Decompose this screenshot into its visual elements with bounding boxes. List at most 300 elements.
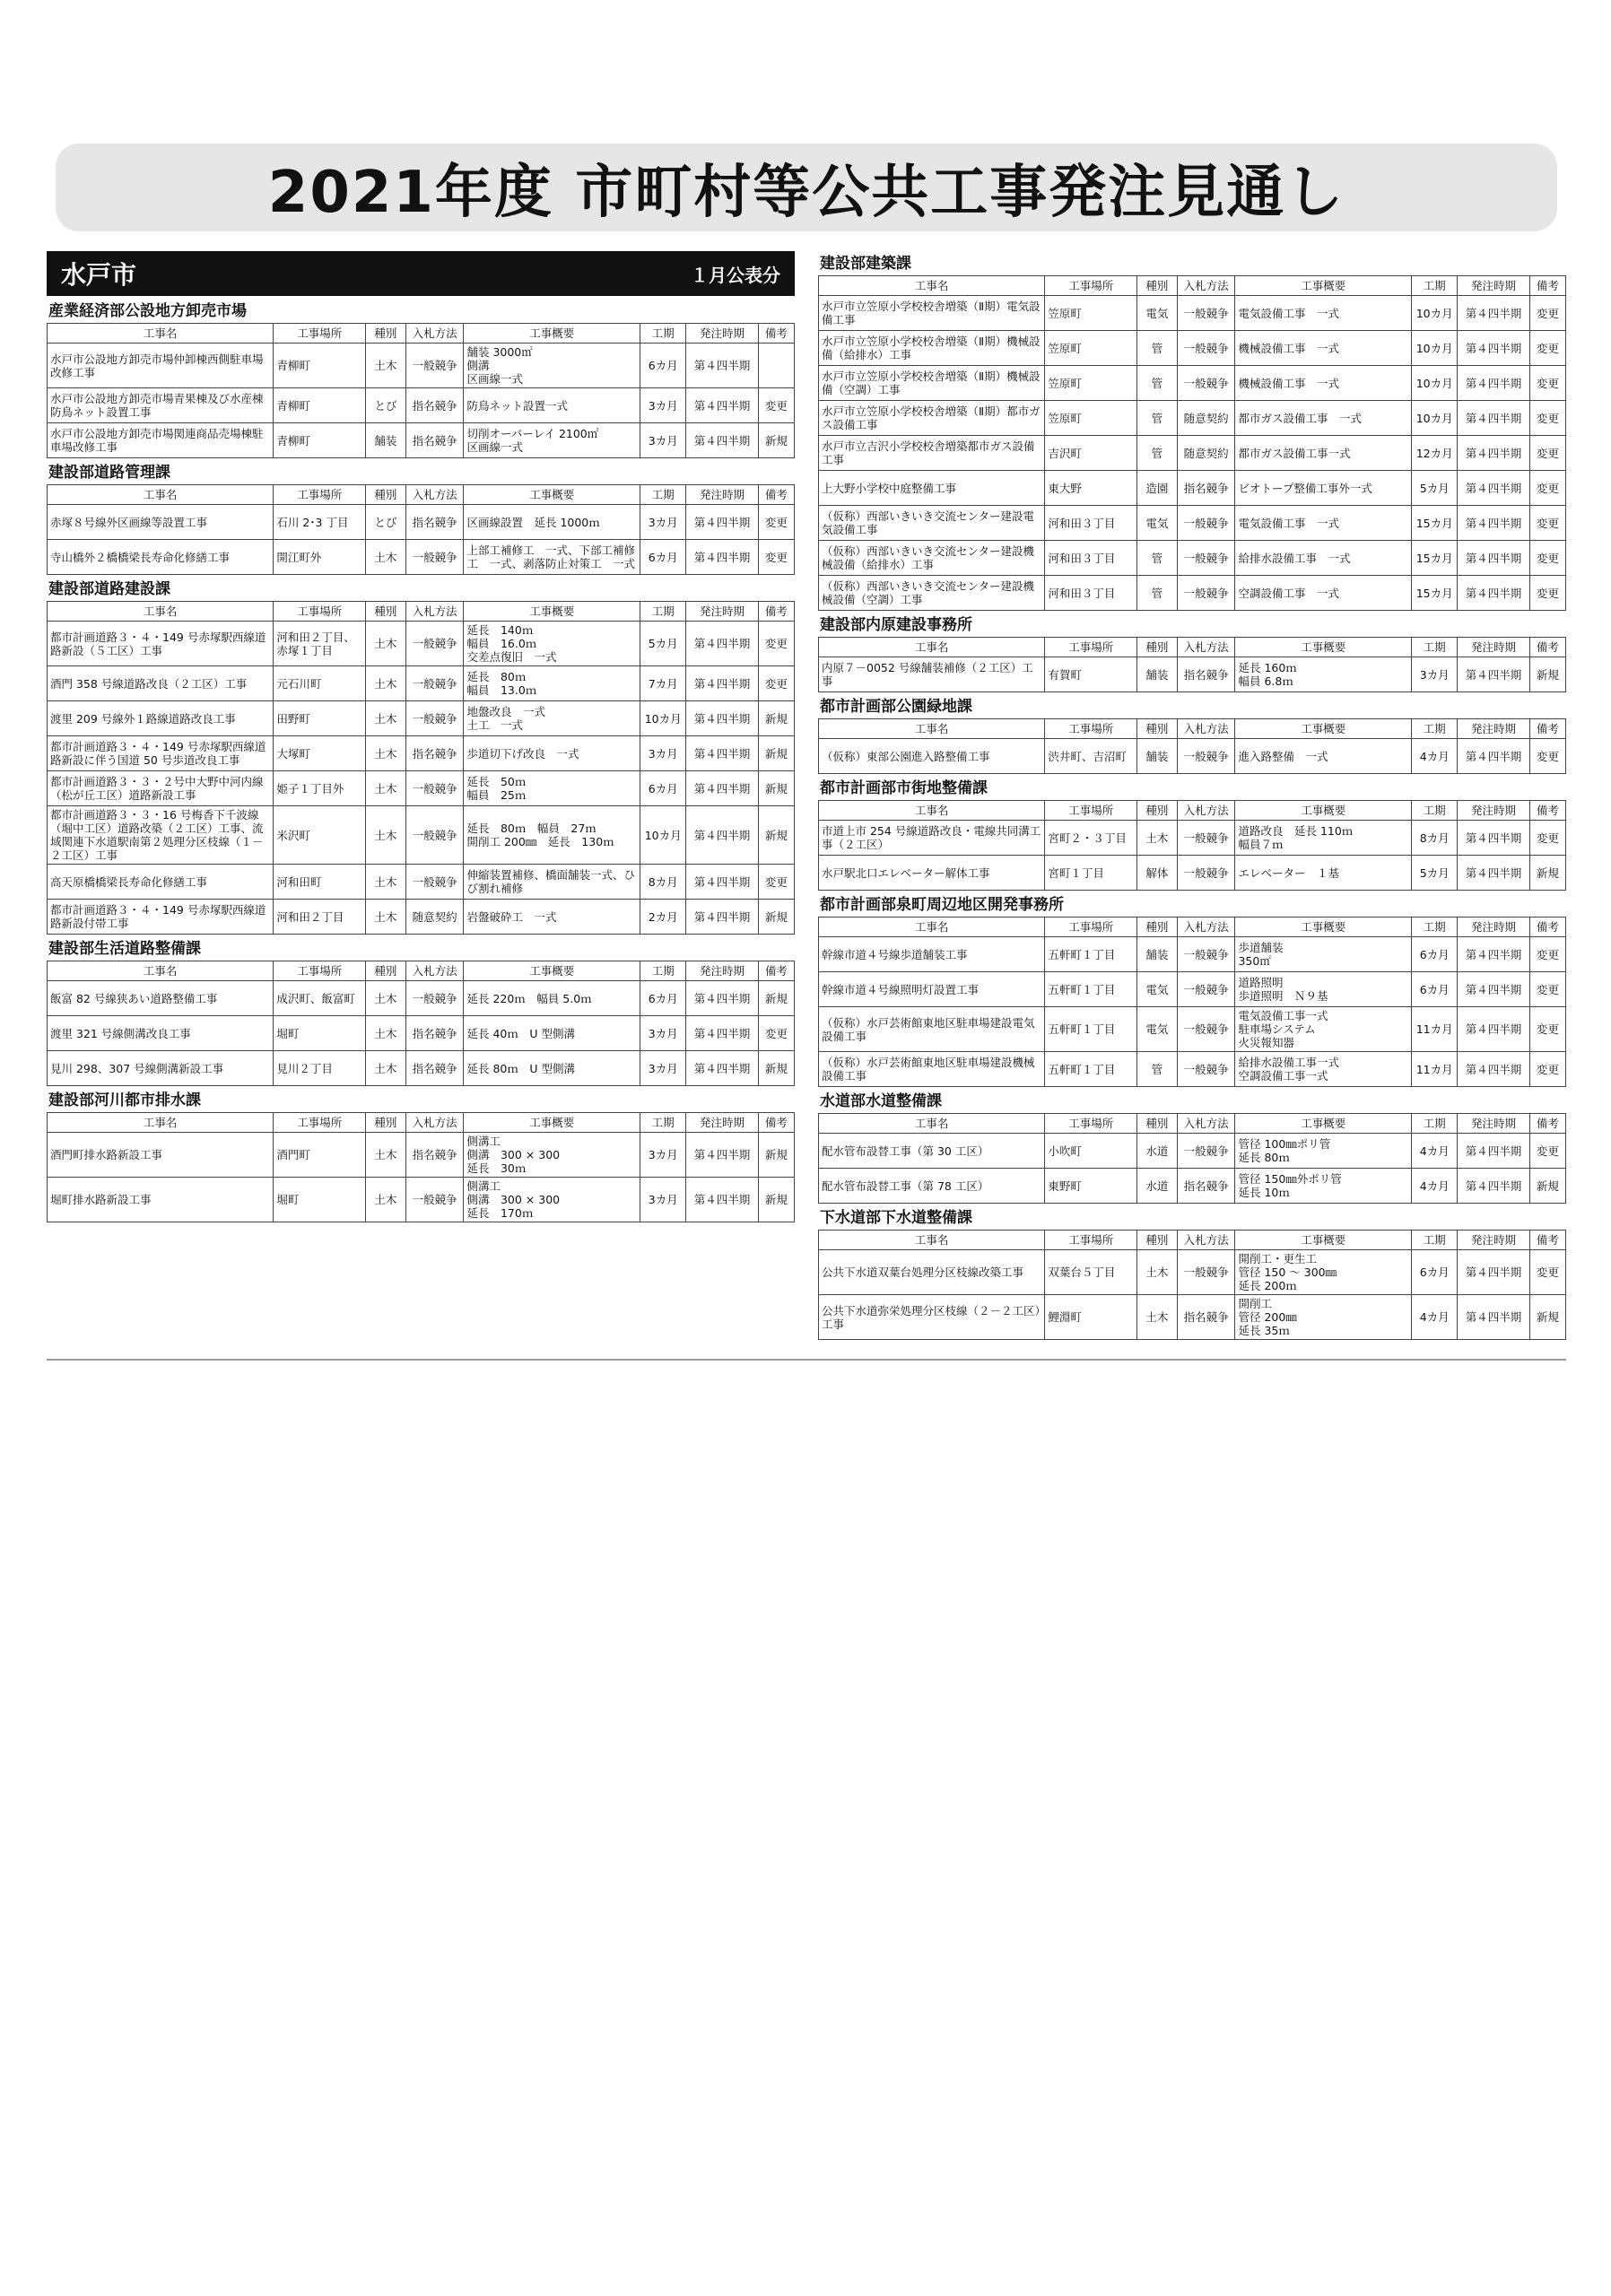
table-cell: 土木	[366, 540, 406, 575]
table-cell: 電気設備工事 一式	[1235, 506, 1412, 541]
table-row	[819, 1295, 1566, 1340]
table-cell: 3カ月	[640, 736, 685, 771]
table-cell: 管	[1137, 1052, 1178, 1087]
table-cell: 一般競争	[1177, 1052, 1235, 1087]
table-cell: 土木	[366, 1178, 406, 1222]
table-row	[819, 1250, 1566, 1295]
column-header: 備考	[1529, 1231, 1565, 1250]
table-row	[48, 666, 795, 701]
table-cell: 一般競争	[1177, 506, 1235, 541]
column-header: 工期	[640, 1113, 685, 1133]
table-cell: 公共下水道弥栄処理分区枝線（２－２工区）工事	[819, 1295, 1045, 1340]
table-cell: 水戸市立笠原小学校校舎増築（Ⅱ期）都市ガス設備工事	[819, 401, 1045, 436]
table-cell: 6カ月	[1411, 1250, 1457, 1295]
table-cell: 土木	[366, 736, 406, 771]
table-cell: 一般競争	[405, 666, 464, 701]
column-header: 工事名	[819, 1231, 1045, 1250]
table-cell: 大塚町	[274, 736, 366, 771]
table-row	[48, 344, 795, 388]
table-cell: 変更	[1529, 506, 1565, 541]
table-cell: 変更	[1529, 972, 1565, 1007]
table-cell: 4カ月	[1411, 1169, 1457, 1204]
table-header-row	[48, 324, 795, 344]
table-cell: 一般競争	[1177, 937, 1235, 972]
table-cell: 電気	[1137, 972, 1178, 1007]
page-title: 2021年度 市町村等公共工事発注見通し	[56, 144, 1557, 231]
table-row	[819, 576, 1566, 611]
table-cell: 一般競争	[1177, 331, 1235, 366]
column-header: 工事名	[819, 918, 1045, 937]
column-header: 種別	[1137, 719, 1178, 739]
section-title: 建設部道路建設課	[48, 580, 170, 598]
table-row	[819, 366, 1566, 401]
table-cell: 堀町	[274, 1016, 366, 1051]
table-cell: 新規	[1529, 856, 1565, 891]
table-cell: 配水管布設替工事（第 30 工区）	[819, 1134, 1045, 1169]
table-cell: 変更	[758, 540, 794, 575]
table-cell: 電気設備工事 一式	[1235, 296, 1412, 331]
table-row	[48, 806, 795, 865]
column-header: 種別	[366, 1113, 406, 1133]
table-cell: 幹線市道４号線照明灯設置工事	[819, 972, 1045, 1007]
table-cell: 機械設備工事 一式	[1235, 366, 1412, 401]
column-header: 備考	[758, 1113, 794, 1133]
table-cell: 田野町	[274, 701, 366, 736]
table-cell: 変更	[1529, 296, 1565, 331]
table-cell: 一般競争	[1177, 1007, 1235, 1052]
table-cell	[758, 344, 794, 388]
table-cell: 舗装 3000㎡ 側溝 区画線一式	[464, 344, 640, 388]
table-row	[819, 296, 1566, 331]
table-cell: 都市計画道路３・４・149 号赤塚駅西線道路新設付帯工事	[48, 900, 274, 935]
table-cell: 10カ月	[1411, 296, 1457, 331]
table-cell: 笠原町	[1045, 296, 1137, 331]
table-cell: 舗装	[1137, 657, 1178, 692]
works-table	[47, 484, 795, 575]
table-cell: 管	[1137, 541, 1178, 576]
column-header: 発注時期	[1458, 1231, 1529, 1250]
table-cell: 指名競争	[405, 1133, 464, 1178]
table-cell: 土木	[366, 1016, 406, 1051]
table-cell: 渡里 321 号線側溝改良工事	[48, 1016, 274, 1051]
table-cell: 10カ月	[1411, 401, 1457, 436]
column-header: 入札方法	[1177, 276, 1235, 296]
table-cell: 五軒町１丁目	[1045, 1052, 1137, 1087]
table-cell: 一般競争	[1177, 856, 1235, 891]
table-cell: 一般競争	[1177, 576, 1235, 611]
table-cell: 土木	[366, 806, 406, 865]
column-header: 発注時期	[686, 1113, 758, 1133]
table-cell: 一般競争	[1177, 1250, 1235, 1295]
table-cell: 随意契約	[1177, 401, 1235, 436]
column-header: 工期	[640, 324, 685, 344]
table-cell: 第４四半期	[1458, 1052, 1529, 1087]
works-table	[818, 917, 1566, 1087]
table-row	[48, 505, 795, 540]
table-row	[48, 1133, 795, 1178]
table-cell: 指名競争	[1177, 657, 1235, 692]
table-cell: 5カ月	[1411, 471, 1457, 506]
table-cell: 変更	[1529, 471, 1565, 506]
table-cell: 第４四半期	[686, 701, 758, 736]
column-header: 入札方法	[405, 324, 464, 344]
column-header: 入札方法	[1177, 719, 1235, 739]
table-cell: 土木	[366, 1133, 406, 1178]
table-cell: 都市ガス設備工事一式	[1235, 436, 1412, 471]
table-cell: 渡里 209 号線外１路線道路改良工事	[48, 701, 274, 736]
table-cell: 6カ月	[640, 771, 685, 806]
table-cell: 新規	[758, 736, 794, 771]
table-cell: 地盤改良 一式 土工 一式	[464, 701, 640, 736]
column-header: 工期	[1411, 719, 1457, 739]
works-table	[818, 718, 1566, 774]
table-cell: 3カ月	[640, 505, 685, 540]
table-cell: 電気設備工事一式 駐車場システム 火災報知器	[1235, 1007, 1412, 1052]
table-cell: 変更	[1529, 1250, 1565, 1295]
table-cell: 笠原町	[1045, 366, 1137, 401]
column-header: 種別	[1137, 638, 1178, 657]
table-cell: 一般競争	[1177, 821, 1235, 856]
table-cell: 第４四半期	[686, 1051, 758, 1086]
table-cell: 延長 80ｍ 幅員 27ｍ 開削工 200㎜ 延長 130ｍ	[464, 806, 640, 865]
table-cell: 電気	[1137, 1007, 1178, 1052]
table-cell: 8カ月	[1411, 821, 1457, 856]
table-cell: 一般競争	[1177, 541, 1235, 576]
table-cell: 変更	[758, 505, 794, 540]
table-cell: 11カ月	[1411, 1007, 1457, 1052]
table-cell: 東野町	[1045, 1169, 1137, 1204]
table-cell: 一般競争	[405, 1178, 464, 1222]
column-header: 発注時期	[1458, 1114, 1529, 1134]
table-cell: 随意契約	[405, 900, 464, 935]
table-cell: 伸縮装置補修、橋面舗装一式、ひび割れ補修	[464, 865, 640, 900]
table-cell: 第４四半期	[1458, 296, 1529, 331]
table-cell: 防鳥ネット設置一式	[464, 388, 640, 423]
table-cell: 河和田３丁目	[1045, 576, 1137, 611]
table-row	[819, 506, 1566, 541]
section-title: 建設部内原建設事務所	[820, 616, 972, 634]
section-title: 産業経済部公設地方卸売市場	[48, 302, 247, 320]
table-cell: 変更	[758, 388, 794, 423]
table-cell: 区画線設置 延長 1000ｍ	[464, 505, 640, 540]
column-header: 備考	[1529, 719, 1565, 739]
table-cell: （仮称）西部いきいき交流センター建設機械設備（空調）工事	[819, 576, 1045, 611]
column-header: 工期	[1411, 1231, 1457, 1250]
table-cell: 都市ガス設備工事 一式	[1235, 401, 1412, 436]
table-cell: 変更	[1529, 401, 1565, 436]
table-row	[48, 1016, 795, 1051]
table-cell: 酒門町排水路新設工事	[48, 1133, 274, 1178]
section-title: 建設部生活道路整備課	[48, 940, 201, 958]
column-header: 工事場所	[274, 485, 366, 505]
table-cell: 3カ月	[640, 1051, 685, 1086]
table-cell: 変更	[1529, 331, 1565, 366]
column-header: 工事概要	[464, 961, 640, 981]
table-cell: 上大野小学校中庭整備工事	[819, 471, 1045, 506]
table-cell: 舗装	[366, 423, 406, 458]
table-cell: 土木	[1137, 1250, 1178, 1295]
table-cell: 幹線市道４号線歩道舗装工事	[819, 937, 1045, 972]
table-cell: 進入路整備 一式	[1235, 739, 1412, 774]
table-cell: 10カ月	[640, 806, 685, 865]
section-title: 下水道部下水道整備課	[820, 1209, 972, 1227]
column-header: 備考	[758, 324, 794, 344]
table-row	[48, 736, 795, 771]
table-cell: 第４四半期	[686, 771, 758, 806]
table-cell: 飯富 82 号線狭あい道路整備工事	[48, 981, 274, 1016]
table-cell: 第４四半期	[686, 1133, 758, 1178]
table-cell: 高天原橋橋梁長寿命化修繕工事	[48, 865, 274, 900]
table-cell: 河和田町	[274, 865, 366, 900]
table-cell: 笠原町	[1045, 331, 1137, 366]
table-cell: 管	[1137, 331, 1178, 366]
table-cell: 延長 220ｍ 幅員 5.0ｍ	[464, 981, 640, 1016]
table-cell: 第４四半期	[686, 622, 758, 666]
table-cell: 赤塚８号線外区画線等設置工事	[48, 505, 274, 540]
column-header: 工事場所	[1045, 276, 1137, 296]
table-cell: 側溝工 側溝 300 × 300 延長 170ｍ	[464, 1178, 640, 1222]
table-cell: 一般競争	[405, 865, 464, 900]
table-cell: 小吹町	[1045, 1134, 1137, 1169]
table-cell: 土木	[366, 344, 406, 388]
table-header-row	[819, 638, 1566, 657]
table-cell: 延長 50ｍ 幅員 25ｍ	[464, 771, 640, 806]
table-cell: 第４四半期	[686, 1016, 758, 1051]
section-title: 建設部建築課	[820, 255, 911, 273]
column-header: 種別	[1137, 276, 1178, 296]
table-cell: 一般競争	[405, 701, 464, 736]
table-cell: 新規	[758, 771, 794, 806]
column-header: 工事概要	[464, 602, 640, 622]
table-row	[819, 1007, 1566, 1052]
table-cell: 第４四半期	[1458, 1007, 1529, 1052]
table-row	[48, 1051, 795, 1086]
table-cell: 変更	[1529, 821, 1565, 856]
table-cell: 変更	[758, 666, 794, 701]
column-header: 発注時期	[1458, 719, 1529, 739]
table-row	[819, 856, 1566, 891]
table-cell: 水戸市公設地方卸売市場仲卸棟西側駐車場改修工事	[48, 344, 274, 388]
table-cell: 第４四半期	[686, 1178, 758, 1222]
city-name: 水戸市	[61, 260, 137, 290]
table-cell: 開江町外	[274, 540, 366, 575]
table-cell: 随意契約	[1177, 436, 1235, 471]
column-header: 入札方法	[405, 961, 464, 981]
column-header: 入札方法	[1177, 638, 1235, 657]
table-cell: 水戸駅北口エレベーター解体工事	[819, 856, 1045, 891]
column-header: 工事場所	[1045, 801, 1137, 821]
table-cell: 道路照明 歩道照明 Ｎ９基	[1235, 972, 1412, 1007]
table-cell: 都市計画道路３・３・16 号梅香下千波線（堀中工区）道路改築（２工区）工事、流域関連下水道駅南第２処理分区枝線（１－２工区）工事	[48, 806, 274, 865]
table-cell: エレベーター １基	[1235, 856, 1412, 891]
works-table	[47, 323, 795, 458]
column-header: 工事場所	[274, 961, 366, 981]
column-header: 工事場所	[1045, 1231, 1137, 1250]
column-header: 工事場所	[1045, 638, 1137, 657]
table-cell: 延長 140ｍ 幅員 16.0ｍ 交差点復旧 一式	[464, 622, 640, 666]
table-cell: 変更	[758, 622, 794, 666]
table-cell: 吉沢町	[1045, 436, 1137, 471]
column-header: 工事場所	[1045, 719, 1137, 739]
table-cell: 米沢町	[274, 806, 366, 865]
column-header: 種別	[1137, 801, 1178, 821]
table-cell: 第４四半期	[686, 981, 758, 1016]
table-cell: 指名競争	[1177, 1169, 1235, 1204]
table-row	[48, 701, 795, 736]
table-cell: 一般競争	[405, 806, 464, 865]
table-header-row	[819, 918, 1566, 937]
table-cell: 指名競争	[1177, 1295, 1235, 1340]
table-cell: 新規	[758, 701, 794, 736]
works-table	[818, 1230, 1566, 1340]
table-cell: 給排水設備工事一式 空調設備工事一式	[1235, 1052, 1412, 1087]
table-cell: 舗装	[1137, 739, 1178, 774]
table-cell: 宮町１丁目	[1045, 856, 1137, 891]
table-row	[48, 622, 795, 666]
table-cell: とび	[366, 505, 406, 540]
table-cell: 土木	[366, 1051, 406, 1086]
column-header: 工事場所	[274, 324, 366, 344]
table-cell: 5カ月	[640, 622, 685, 666]
table-cell: 8カ月	[640, 865, 685, 900]
table-cell: 一般競争	[1177, 1134, 1235, 1169]
table-cell: 土木	[366, 701, 406, 736]
table-cell: 第４四半期	[1458, 1134, 1529, 1169]
table-cell: 第４四半期	[686, 900, 758, 935]
table-cell: 一般競争	[405, 344, 464, 388]
table-cell: 変更	[1529, 937, 1565, 972]
table-cell: 10カ月	[1411, 331, 1457, 366]
table-cell: 開削工 管径 200㎜ 延長 35ｍ	[1235, 1295, 1412, 1340]
column-header: 工期	[1411, 276, 1457, 296]
column-header: 備考	[758, 961, 794, 981]
table-row	[819, 1052, 1566, 1087]
table-cell: 鯉淵町	[1045, 1295, 1137, 1340]
table-cell: 変更	[1529, 1134, 1565, 1169]
table-cell: 東大野	[1045, 471, 1137, 506]
column-header: 備考	[1529, 1114, 1565, 1134]
column-header: 工事概要	[1235, 1231, 1412, 1250]
table-cell: 変更	[1529, 576, 1565, 611]
table-cell: 新規	[1529, 1295, 1565, 1340]
table-header-row	[819, 1231, 1566, 1250]
table-cell: 管径 100㎜ポリ管 延長 80ｍ	[1235, 1134, 1412, 1169]
table-cell: 内原７－0052 号線舗装補修（２工区）工事	[819, 657, 1045, 692]
table-cell: 指名競争	[1177, 471, 1235, 506]
publication-note: １月公表分	[691, 264, 780, 286]
table-cell: 水戸市立笠原小学校校舎増築（Ⅱ期）機械設備（給排水）工事	[819, 331, 1045, 366]
section-title: 都市計画部泉町周辺地区開発事務所	[820, 896, 1064, 914]
table-cell: 第４四半期	[1458, 856, 1529, 891]
column-header: 工期	[1411, 1114, 1457, 1134]
works-table	[818, 800, 1566, 891]
table-cell: 11カ月	[1411, 1052, 1457, 1087]
table-header-row	[819, 276, 1566, 296]
table-cell: 第４四半期	[1458, 739, 1529, 774]
table-cell: 第４四半期	[1458, 1250, 1529, 1295]
table-cell: 延長 40ｍ U 型側溝	[464, 1016, 640, 1051]
table-row	[819, 331, 1566, 366]
table-cell: 6カ月	[640, 981, 685, 1016]
table-cell: 都市計画道路３・４・149 号赤塚駅西線道路新設（５工区）工事	[48, 622, 274, 666]
column-header: 入札方法	[405, 1113, 464, 1133]
table-cell: 水道	[1137, 1134, 1178, 1169]
section-title: 建設部道路管理課	[48, 464, 170, 482]
column-header: 発注時期	[686, 485, 758, 505]
column-header: 工事概要	[1235, 1114, 1412, 1134]
table-cell: 五軒町１丁目	[1045, 937, 1137, 972]
table-cell: 一般競争	[1177, 739, 1235, 774]
table-cell: 6カ月	[640, 540, 685, 575]
table-cell: 第４四半期	[1458, 366, 1529, 401]
table-row	[48, 865, 795, 900]
table-cell: 新規	[1529, 1169, 1565, 1204]
table-cell: 変更	[1529, 1052, 1565, 1087]
table-cell: 変更	[1529, 1007, 1565, 1052]
table-cell: 河和田２丁目	[274, 900, 366, 935]
table-cell: 歩道切下げ改良 一式	[464, 736, 640, 771]
column-header: 工事概要	[1235, 719, 1412, 739]
table-cell: 第４四半期	[686, 423, 758, 458]
table-cell: 第４四半期	[1458, 576, 1529, 611]
table-cell: 土木	[366, 900, 406, 935]
column-header: 入札方法	[1177, 1231, 1235, 1250]
section-title: 都市計画部市街地整備課	[820, 779, 988, 797]
column-header: 工事概要	[464, 485, 640, 505]
table-cell: 4カ月	[1411, 1295, 1457, 1340]
works-table	[47, 961, 795, 1086]
right-sections	[818, 254, 1566, 1340]
table-cell: 一般競争	[405, 622, 464, 666]
column-header: 工期	[640, 485, 685, 505]
table-cell: 新規	[758, 423, 794, 458]
table-cell: 指名競争	[405, 1016, 464, 1051]
left-sections	[47, 301, 795, 1222]
table-cell: 堀町	[274, 1178, 366, 1222]
works-table	[818, 637, 1566, 692]
column-header: 種別	[1137, 1231, 1178, 1250]
table-cell: 4カ月	[1411, 1134, 1457, 1169]
column-header: 種別	[366, 485, 406, 505]
column-header: 備考	[1529, 638, 1565, 657]
table-cell: 第４四半期	[1458, 937, 1529, 972]
table-cell: 土木	[366, 865, 406, 900]
table-cell: （仮称）西部いきいき交流センター建設電気設備工事	[819, 506, 1045, 541]
column-header: 工期	[1411, 638, 1457, 657]
table-cell: 水戸市立吉沢小学校校舎増築都市ガス設備工事	[819, 436, 1045, 471]
table-cell: 一般競争	[1177, 366, 1235, 401]
table-cell: 水戸市公設地方卸売市場青果棟及び水産棟防鳥ネット設置工事	[48, 388, 274, 423]
table-row	[819, 471, 1566, 506]
column-header: 入札方法	[405, 602, 464, 622]
table-cell: 12カ月	[1411, 436, 1457, 471]
table-row	[819, 1169, 1566, 1204]
table-cell: 市道上市 254 号線道路改良・電線共同溝工事（２工区）	[819, 821, 1045, 856]
table-cell: 15カ月	[1411, 541, 1457, 576]
column-header: 備考	[1529, 918, 1565, 937]
table-cell: 3カ月	[640, 1178, 685, 1222]
column-header: 工事概要	[464, 1113, 640, 1133]
table-cell: 5カ月	[1411, 856, 1457, 891]
table-cell: 姫子１丁目外	[274, 771, 366, 806]
table-cell: 給排水設備工事 一式	[1235, 541, 1412, 576]
column-header: 種別	[366, 961, 406, 981]
table-row	[48, 1178, 795, 1222]
table-cell: 酒門 358 号線道路改良（２工区）工事	[48, 666, 274, 701]
table-cell: 第４四半期	[1458, 821, 1529, 856]
table-row	[819, 401, 1566, 436]
table-cell: 水戸市公設地方卸売市場関連商品売場棟駐車場改修工事	[48, 423, 274, 458]
